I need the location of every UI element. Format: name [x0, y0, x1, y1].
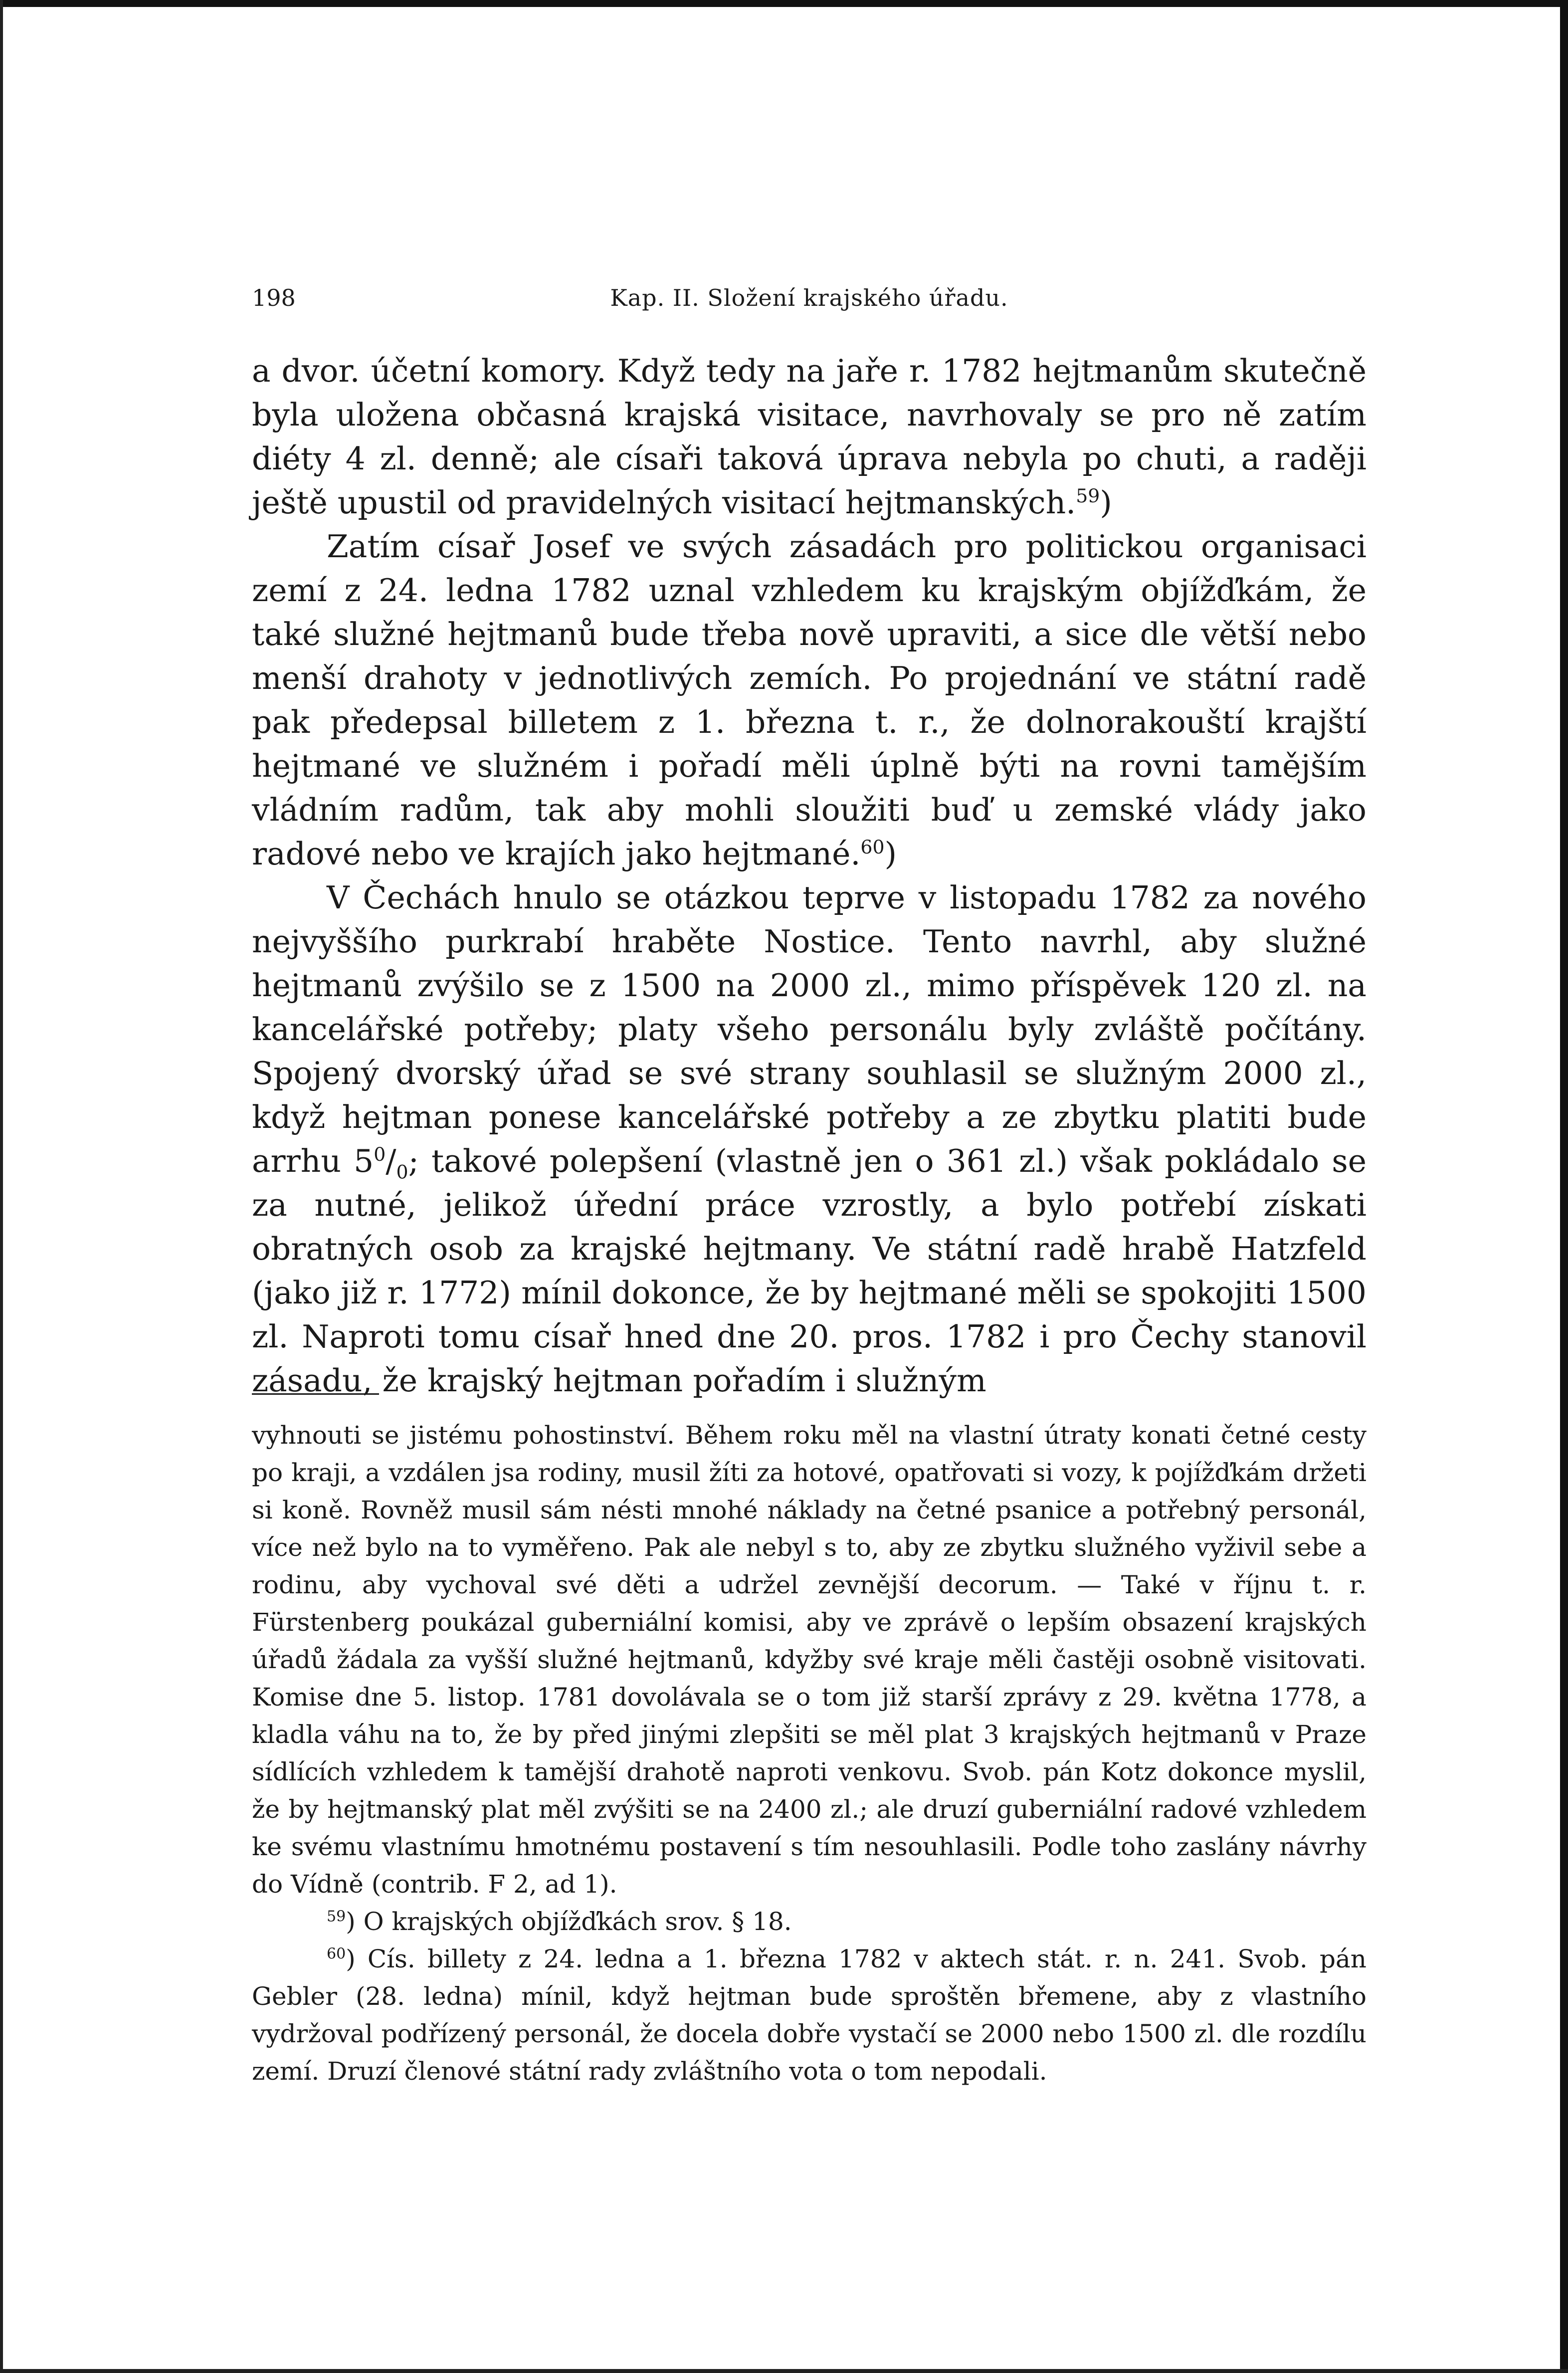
- percent-sub: 0: [396, 1161, 408, 1183]
- footnote-59: [252, 1903, 1367, 1941]
- footnote-59-text: O krajských objížďkách srov. § 18.: [363, 1907, 792, 1936]
- paragraph-3-text-a: V Čechách hnulo se otázkou teprve v listopadu 1782 za nového nejvyššího purkrabí hraběte Nostice. Tento navrhl, aby služné hejtmanů zvýšilo se z 1500 na 2000 zl., mimo příspěvek 120 zl. na kancelářské potřeby; platy všeho personálu byly zvláště počítány. Spojený dvorský úřad se své strany souhlasil se služným 2000 zl., když hejtman ponese kancelářské potřeby a ze zbytku platiti bude arrhu 5: [252, 879, 1367, 1179]
- paragraph-1: [252, 349, 1367, 525]
- footnotes: [252, 1417, 1367, 2090]
- page-header: [252, 284, 1367, 324]
- footnote-ref-59: 59: [1076, 485, 1100, 507]
- footnote-60: [252, 1941, 1367, 2090]
- footnote-60-text: Cís. billety z 24. ledna a 1. března 1782 v aktech stát. r. n. 241. Svob. pán Gebler (28. ledna) mínil, když hejtman bude sproštěn břemene, aby z vlastního vydržoval podřízený personál, že docela dobře vystačí se 2000 nebo 1500 zl. dle rozdílu zemí. Druzí členové státní rady zvláštního vota o tom nepodali.: [252, 1944, 1367, 2086]
- footnote-ref-60: 60: [860, 836, 885, 858]
- percent-sup: 0: [374, 1143, 386, 1165]
- footnote-continuation: vyhnouti se jistému pohostinství. Během roku měl na vlastní útraty konati četné cesty po kraji, a vzdálen jsa rodiny, musil žíti za hotové, opatřovati si vozy, k pojížďkám držeti si koně. Rovněž musil sám nésti mnohé náklady na četné psanice a potřebný personál, více než bylo na to vyměřeno. Pak ale nebyl s to, aby ze zbytku služného vyživil sebe a rodinu, aby vychoval své děti a udržel zevnější decorum. — Také v říjnu t. r. Fürstenberg poukázal guberniální komisi, aby ve zprávě o lepším obsazení krajských úřadů žádala za vyšší služné hejtmanů, kdyžby své kraje měli častěji osobně visitovati. Komise dne 5. listop. 1781 dovolávala se o tom již starší zprávy z 29. května 1778, a kladla váhu na to, že by před jinými zlepšiti se měl plat 3 krajských hejtmanů v Praze sídlících vzhledem k tamější drahotě naproti venkovu. Svob. pán Kotz dokonce myslil, že by hejtmanský plat měl zvýšiti se na 2400 zl.; ale druzí guberniální radové vzhledem ke svému vlastnímu hmotnému postavení s tím nesouhlasili. Podle toho zaslány návrhy do Vídně (contrib. F 2, ad 1).: [252, 1421, 1367, 1899]
- scan-border-right: [1560, 0, 1568, 2373]
- footnote-ref-59-paren: ): [1100, 484, 1112, 521]
- main-text: [252, 349, 1367, 1403]
- scan-border-bottom: [0, 2369, 1568, 2373]
- paragraph-3-text-b: ; takové polepšení (vlastně jen o 361 zl.) však pokládalo se za nutné, jelikož úřední práce vzrostly, a bylo potřebí získati obratných osob za krajské hejtmany. Ve státní radě hrabě Hatzfeld (jako již r. 1772) mínil dokonce, že by hejtmané měli se spokojiti 1500 zl. Naproti tomu císař hned dne 20. pros. 1782 i pro Čechy stanovil zásadu, že krajský hejtman pořadím i služným: [252, 1143, 1367, 1399]
- footnote-separator: [252, 1393, 379, 1395]
- percent-slash: /: [386, 1143, 396, 1179]
- footnote-59-mark: 59: [327, 1908, 346, 1926]
- footnote-60-mark: 60: [327, 1945, 346, 1963]
- footnote-60-paren: ): [346, 1944, 356, 1973]
- footnote-59-paren: ): [346, 1907, 356, 1936]
- paragraph-2: [252, 525, 1367, 876]
- page-number: 198: [252, 284, 296, 311]
- footnote-ref-60-paren: ): [884, 836, 897, 872]
- paragraph-2-text: Zatím císař Josef ve svých zásadách pro politickou organisaci zemí z 24. ledna 1782 uznal vzhledem ku krajským objížďkám, že také služné hejtmanů bude třeba nově upraviti, a sice dle větší nebo menší drahoty v jednotlivých zemích. Po projednání ve státní radě pak předepsal billetem z 1. března t. r., že dolnorakouští krajští hejtmané ve služném i pořadí měli úplně býti na rovni tamějším vládním radům, tak aby mohli sloužiti buď u zemské vlády jako radové nebo ve krajích jako hejtmané.: [252, 528, 1367, 872]
- paragraph-1-text: a dvor. účetní komory. Když tedy na jaře r. 1782 hejtmanům skutečně byla uložena občasná krajská visitace, navrhovaly se pro ně zatím diéty 4 zl. denně; ale císaři taková úprava nebyla po chuti, a raději ještě upustil od pravidelných visitací hejtmanských.: [252, 353, 1367, 521]
- running-head: Kap. II. Složení krajského úřadu.: [610, 284, 1008, 311]
- scan-border-left: [0, 0, 3, 2373]
- paragraph-3: [252, 876, 1367, 1403]
- scan-border-top: [0, 0, 1568, 7]
